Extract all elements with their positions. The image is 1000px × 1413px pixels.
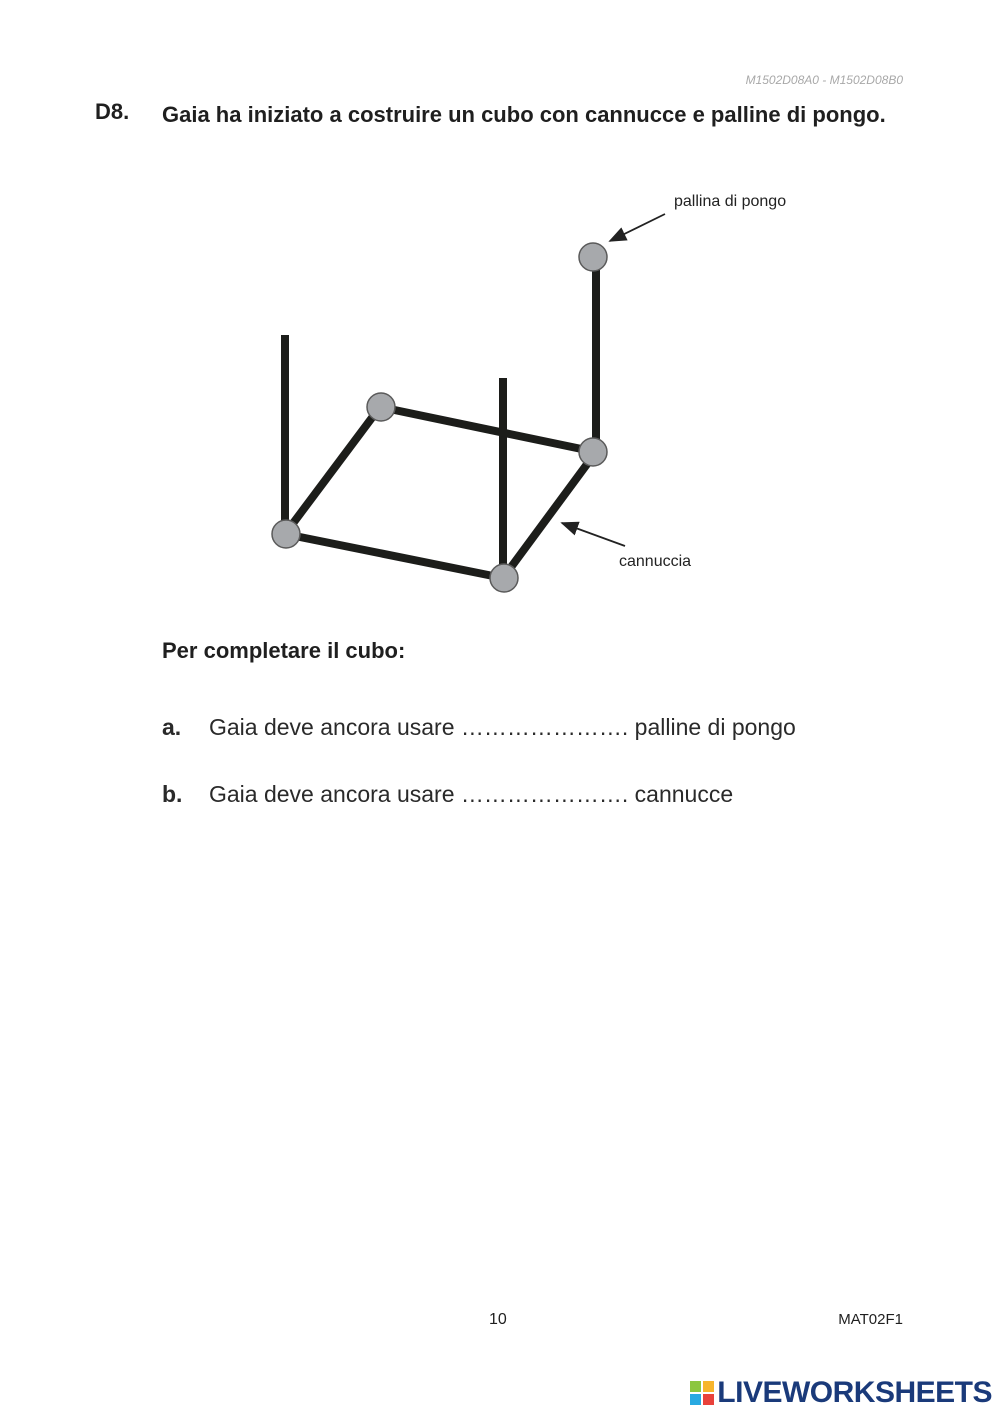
brand-name: LIVEWORKSHEETS xyxy=(717,1376,992,1409)
item-prefix: Gaia deve ancora usare xyxy=(209,781,455,807)
straw-left-edge xyxy=(285,407,380,534)
document-code-reference: M1502D08A0 - M1502D08B0 xyxy=(745,73,903,87)
cube-figure xyxy=(260,180,820,600)
item-suffix: palline di pongo xyxy=(634,714,796,740)
ball-left xyxy=(272,520,300,548)
task-item-b xyxy=(162,781,733,808)
page-number: 10 xyxy=(489,1311,507,1328)
task-heading: Per completare il cubo: xyxy=(162,638,406,663)
ball-right xyxy=(579,438,607,466)
item-letter: b. xyxy=(162,781,183,807)
label-ball: pallina di pongo xyxy=(674,193,787,210)
ball-back-left xyxy=(367,393,395,421)
item-letter: a. xyxy=(162,714,182,740)
liveworksheets-logo-icon xyxy=(689,1380,715,1406)
straws xyxy=(285,257,596,578)
task-item-a xyxy=(162,714,796,741)
question-number: D8. xyxy=(95,99,130,124)
label-straw: cannuccia xyxy=(619,553,692,570)
item-prefix: Gaia deve ancora usare xyxy=(209,714,455,740)
straw-back-edge xyxy=(380,407,596,452)
cube-diagram xyxy=(260,180,820,600)
arrow-to-straw xyxy=(562,523,625,546)
item-suffix: cannucce xyxy=(634,781,734,807)
answer-blank-balls[interactable]: …………………. xyxy=(460,714,629,740)
answer-blank-straws[interactable]: …………………. xyxy=(460,781,629,807)
liveworksheets-brand xyxy=(689,1376,992,1410)
arrow-to-ball xyxy=(610,214,665,241)
document-code: MAT02F1 xyxy=(838,1311,903,1328)
ball-front xyxy=(490,564,518,592)
question-text: Gaia ha iniziato a costruire un cubo con cannucce e palline di pongo. xyxy=(162,102,886,127)
ball-top xyxy=(579,243,607,271)
straw-front-right-edge xyxy=(503,452,596,578)
straw-front-left-edge xyxy=(285,534,503,578)
